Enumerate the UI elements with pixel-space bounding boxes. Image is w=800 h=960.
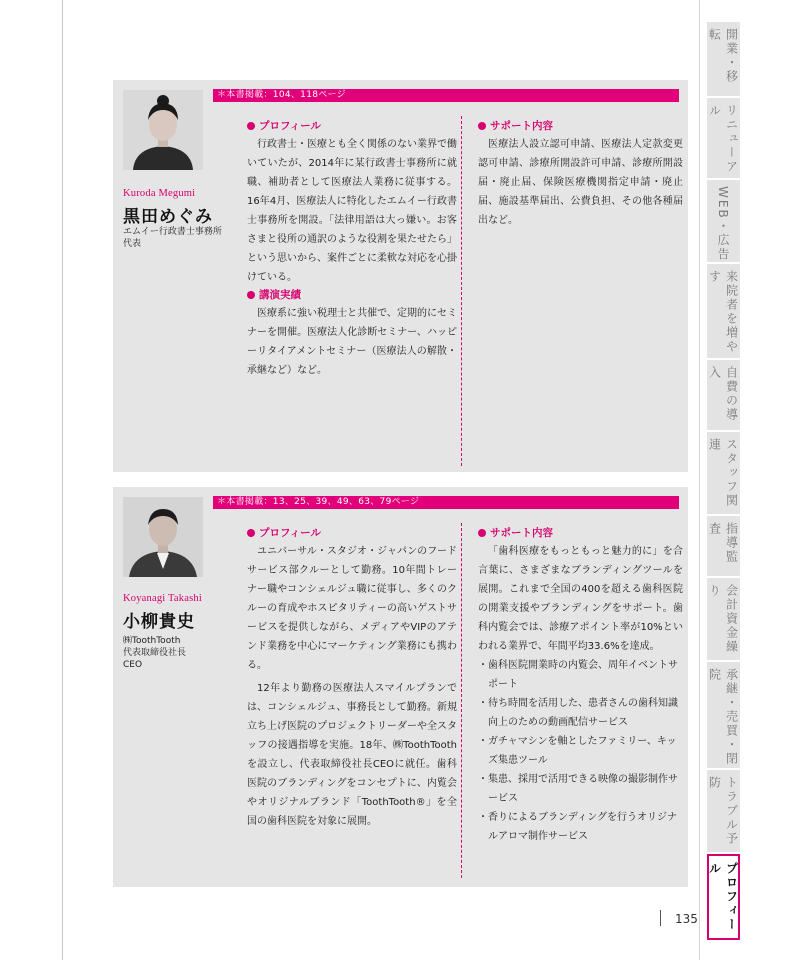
list-item: ・ ガチャマシンを軸としたファミリー、キッズ集患ツール	[478, 732, 683, 770]
support-list	[478, 656, 683, 846]
bullet-dot-icon	[247, 122, 255, 130]
page-number: 135	[675, 912, 698, 926]
support-column	[478, 525, 683, 846]
profile-text: 12年より勤務の医療法人スマイルプランでは、コンシェルジュ、事務長として勤務。新規立ち上げ医院のプロジェクトリーダーや全スタッフの接遇指導を実施。18年、㈱ToothToothを設立し、代表取締役社長CEOに就任。歯科医院のブランディングをコンセプトに、内覧会やオリジナルブランド「ToothTooth®」を全国の歯科医院を対象に展開。	[247, 683, 457, 827]
profile-card-kuroda	[113, 80, 688, 472]
column-divider	[461, 523, 462, 878]
profile-text: 行政書士・医療とも全く関係のない業界で働いていたが、2014年に某行政書士事務所に就職、補助者として医療法人業務に従事する。16年4月、医療法人に特化したエムイー行政書士事務所を開設。「法律用語は大っ嫌い。お客さまと役所の通訳のような役割を果たせたら」という思いから、案件ごとに柔軟な対応を心掛けている。	[247, 139, 457, 283]
column-divider	[461, 116, 462, 466]
list-item: ・ 香りによるブランディングを行うオリジナルアロマ制作サービス	[478, 808, 683, 846]
publication-pages-bar: ＊本書掲載：13、25、39、49、63、79ページ	[213, 496, 679, 509]
profile-column	[247, 118, 457, 380]
page-number-divider	[660, 910, 661, 926]
support-column	[478, 118, 683, 230]
support-heading: サポート内容	[478, 118, 683, 134]
profile-name: 小柳貴史	[123, 612, 195, 632]
tab-chapter-7[interactable]: 指導監査	[707, 514, 740, 576]
tab-chapter-6[interactable]: スタッフ関連	[707, 430, 740, 514]
profile-role: ㈱ToothTooth 代表取締役社長 CEO	[123, 636, 187, 670]
profile-romaji: Kuroda Megumi	[123, 188, 196, 199]
bullet-dot-icon	[247, 529, 255, 537]
portrait-woman-photo	[123, 90, 203, 170]
tab-profile[interactable]: プロフィール	[707, 854, 740, 940]
support-text: 医療法人設立認可申請、医療法人定款変更認可申請、診療所開設許可申請、診療所開設届・廃止届、保険医療機関指定申請・廃止届、施設基準届出、公費負担、その他各種届出など。	[478, 139, 683, 226]
lecture-text: 医療系に強い税理士と共催で、定期的にセミナーを開催。医療法人化診断セミナー、ハッピーリタイアメントセミナー（医療法人の解散・承継など）など。	[247, 308, 457, 376]
profile-card-koyanagi	[113, 487, 688, 887]
profile-heading: プロフィール	[247, 118, 457, 134]
support-heading: サポート内容	[478, 525, 683, 541]
tab-chapter-8[interactable]: 会計資金繰り	[707, 576, 740, 660]
bullet-dot-icon	[478, 529, 486, 537]
profile-text: ユニバーサル・スタジオ・ジャパンのフードサービス部クルーとして勤務。10年間トレーナー職やコンシェルジュ職に従事し、多くのクルーの育成やホスピタリティーの高いゲストサービスを提供しながら、メディアやVIPのアテンド業務を中心にマーケティング業務にも携わる。	[247, 546, 457, 671]
profile-heading: プロフィール	[247, 525, 457, 541]
profile-role: エムイー行政書士事務所 代表	[123, 227, 222, 249]
publication-pages-bar: ＊本書掲載：104、118ページ	[213, 89, 679, 102]
tab-chapter-4[interactable]: 来院者を増やす	[707, 262, 740, 358]
list-item: ・ 集患、採用で活用できる映像の撮影制作サービス	[478, 770, 683, 808]
bullet-dot-icon	[247, 291, 255, 299]
profile-column	[247, 525, 457, 831]
profile-name: 黒田めぐみ	[123, 207, 213, 227]
portrait-man-photo	[123, 497, 203, 577]
tab-chapter-9[interactable]: 承継・売買・閉院	[707, 660, 740, 768]
list-item: ・ 歯科医院開業時の内覧会、周年イベントサポート	[478, 656, 683, 694]
bullet-dot-icon	[478, 122, 486, 130]
tab-chapter-1[interactable]: 開業・移転	[707, 20, 740, 96]
tab-chapter-2[interactable]: リニューアル	[707, 96, 740, 178]
tab-chapter-3[interactable]: WEB・広告	[707, 178, 740, 262]
lecture-heading: 講演実績	[247, 287, 457, 303]
tab-chapter-5[interactable]: 自費の導入	[707, 358, 740, 430]
list-item: ・ 待ち時間を活用した、患者さんの歯科知識向上のための動画配信サービス	[478, 694, 683, 732]
profile-romaji: Koyanagi Takashi	[123, 593, 202, 604]
support-text: 「歯科医療をもっともっと魅力的に」を合言葉に、さまざまなブランディングツールを展開。これまで全国の400を超える歯科医院の開業支援やブランディングをサポート。歯科内覧会では、診療アポイント率が10%といわれる業界で、年間平均33.6%を達成。	[478, 546, 683, 652]
tab-chapter-10[interactable]: トラブル予防	[707, 768, 740, 852]
